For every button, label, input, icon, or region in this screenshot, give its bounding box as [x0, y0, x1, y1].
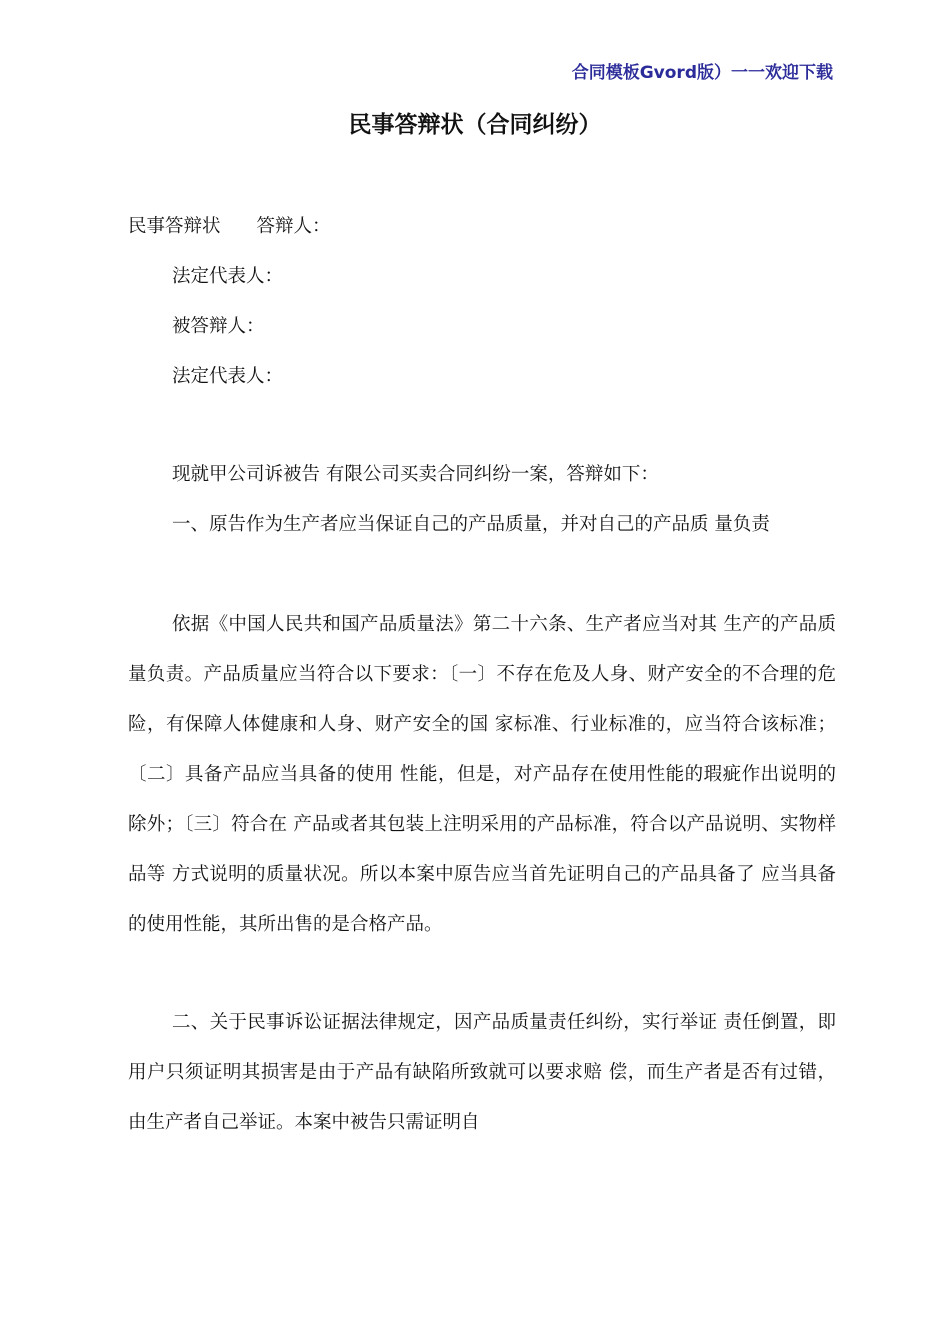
header-download-note: 合同模板Gvord版）一一欢迎下载: [571, 63, 833, 83]
appellee-representative-label: 法定代表人：: [172, 366, 284, 387]
point-two-paragraph: 二、关于民事诉讼证据法律规定，因产品质量责任纠纷，实行举证 责任倒置，即用户只须证明其损害是由于产品有缺陷所致就可以要求赔 偿，而生产者是否有过错，由生产者自己举证。本案中被告只需证明自: [128, 1012, 836, 1133]
point-one-heading-paragraph: 一、原告作为生产者应当保证自己的产品质量，并对自己的产品质 量负责: [172, 514, 770, 535]
intro-paragraph: 现就甲公司诉被告 有限公司买卖合同纠纷一案，答辩如下：: [172, 464, 659, 485]
parties-heading: 民事答辩状: [128, 216, 221, 237]
respondent-label: 答辩人：: [256, 216, 331, 237]
parties-heading-line: [128, 218, 331, 237]
document-title: 民事答辩状（合同纠纷）: [348, 112, 602, 138]
respondent-representative-label: 法定代表人：: [172, 266, 284, 287]
point-one-body-paragraph: 依据《中国人民共和国产品质量法》第二十六条、生产者应当对其 生产的产品质量负责。产品质量应当符合以下要求：〔一〕不存在危及人身、财产安全的不合理的危险，有保障人体健康和人身、财产安全的国 家标准、行业标准的，应当符合该标准；〔二〕具备产品应当具备的使用 性能，但是，对产品存在使用性能的瑕疵作出说明的除外；〔三〕符合在 产品或者其包装上注明采用的产品标准，符合以产品说明、实物样品等 方式说明的质量状况。所以本案中原告应当首先证明自己的产品具备了 应当具备的使用性能，其所出售的是合格产品。: [128, 614, 836, 935]
appellee-label: 被答辩人：: [172, 316, 265, 337]
